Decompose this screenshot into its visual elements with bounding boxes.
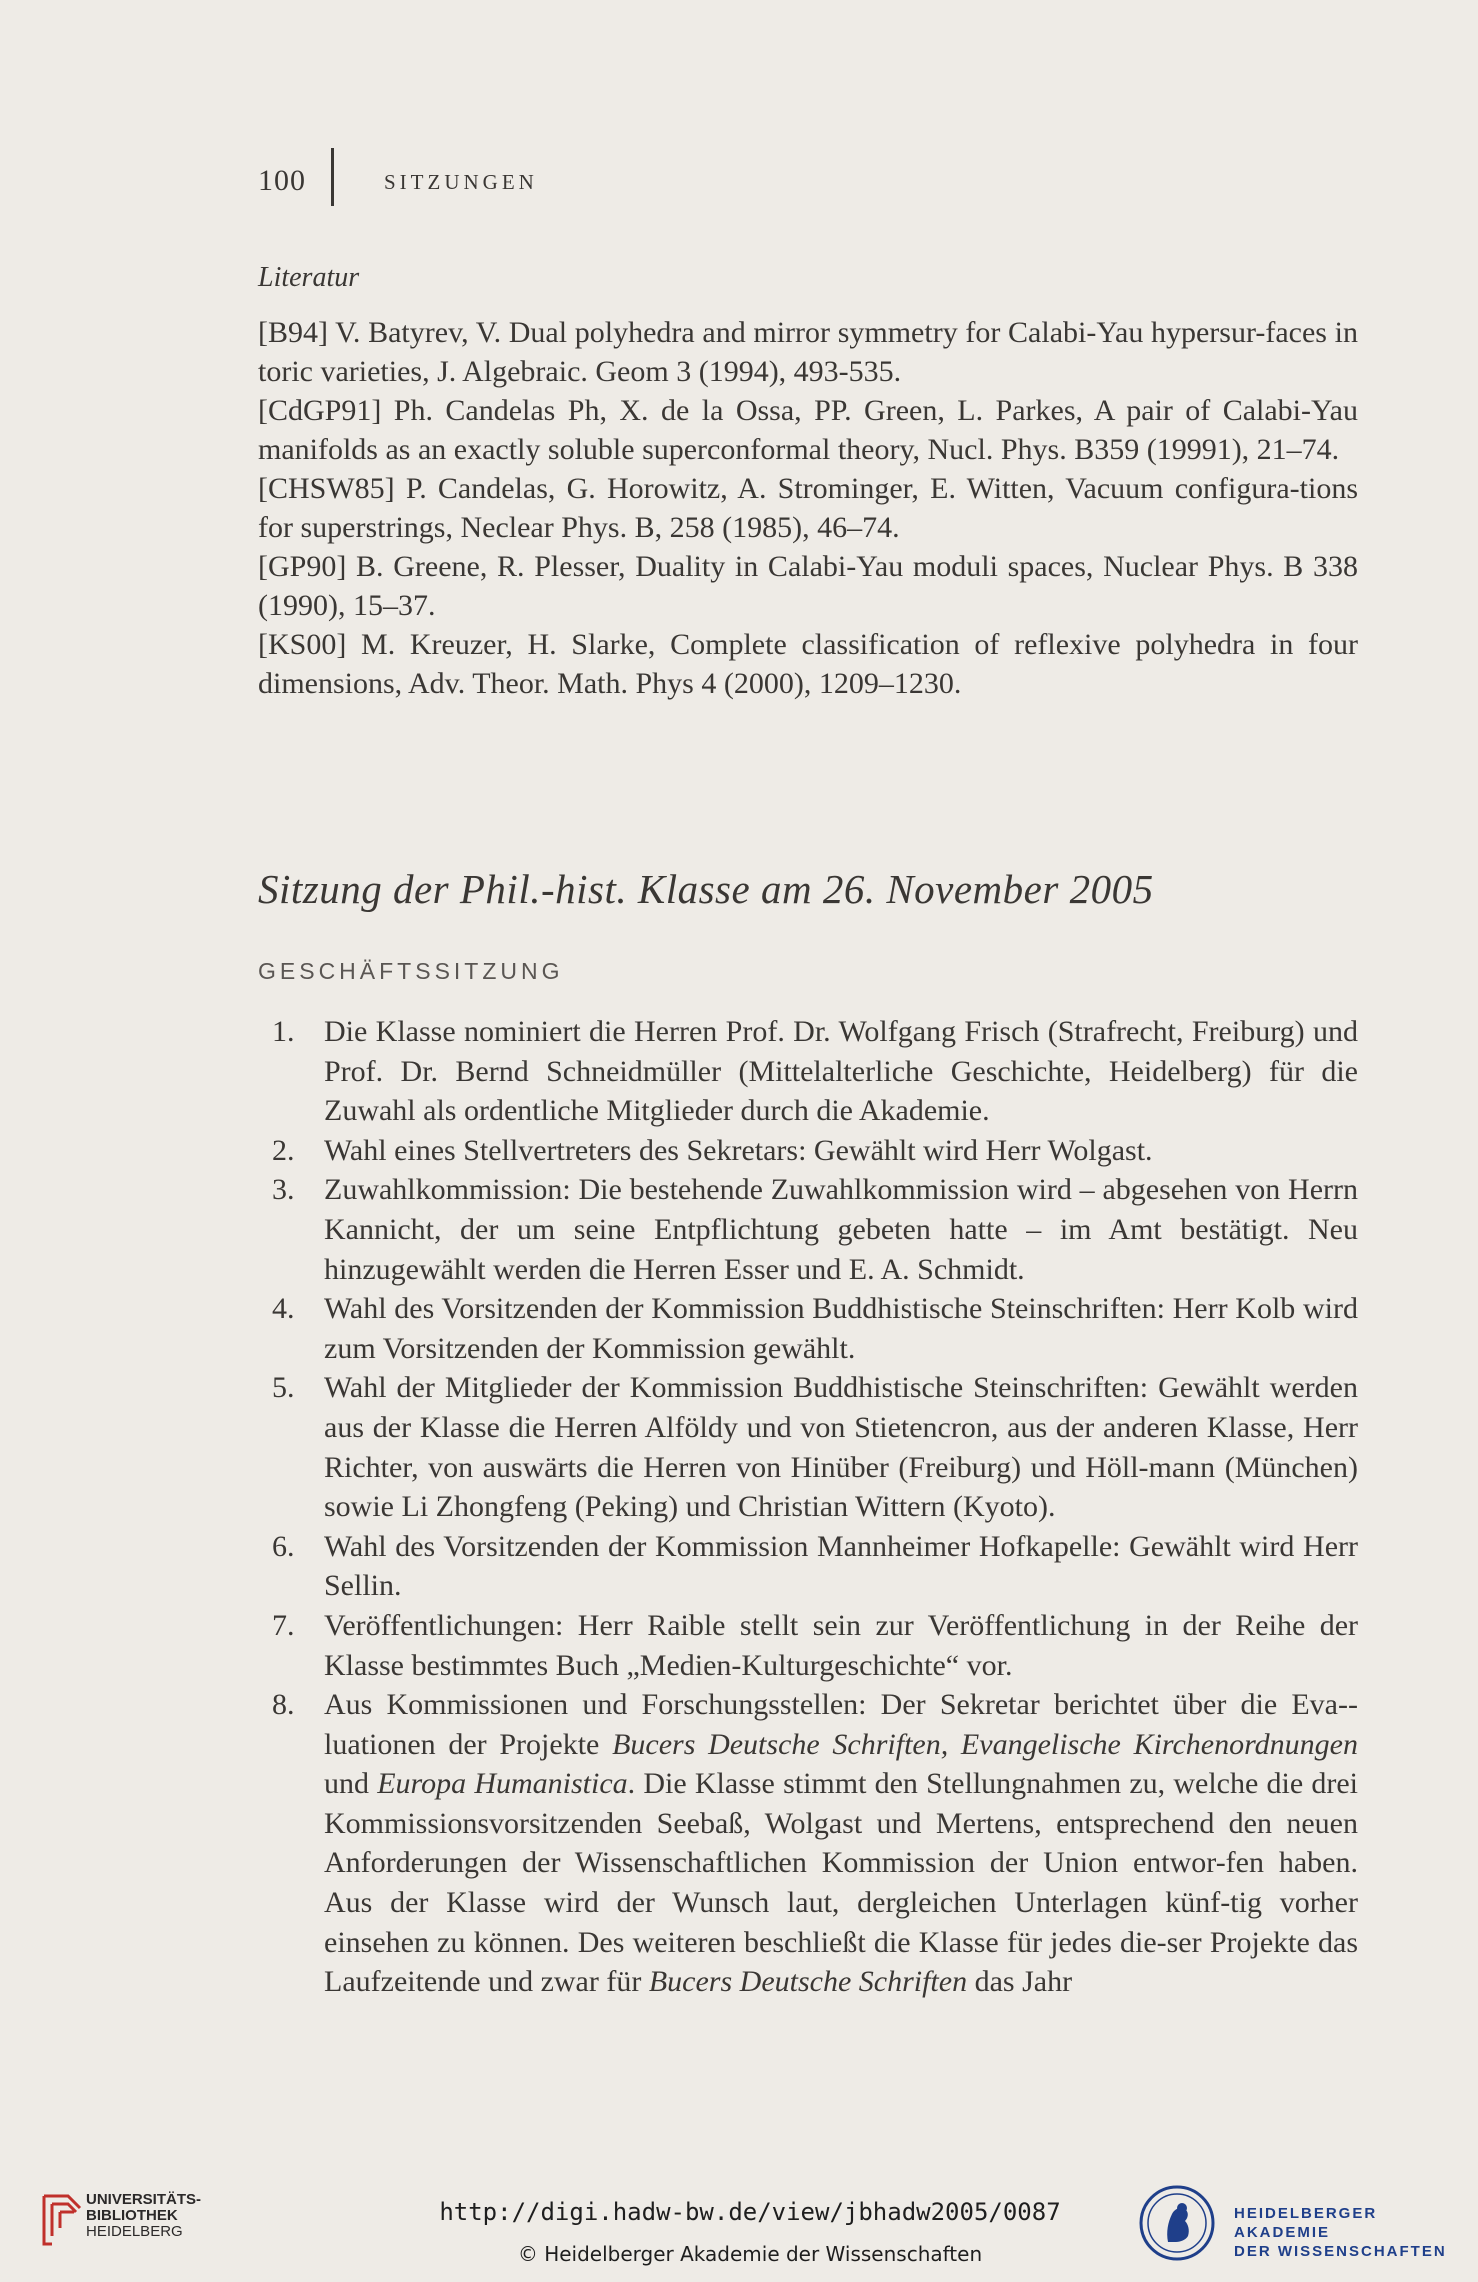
item-number: 4. bbox=[272, 1292, 295, 1326]
item-text bbox=[324, 1688, 1358, 1998]
library-name-line: UNIVERSITÄTS- bbox=[86, 2191, 202, 2208]
library-name-line: HEIDELBERG bbox=[86, 2223, 183, 2240]
agenda-list bbox=[258, 1012, 1358, 2002]
item-number: 6. bbox=[272, 1529, 295, 1563]
permalink[interactable]: http://digi.hadw-bw.de/view/jbhadw2005/0087 bbox=[439, 2198, 1061, 2226]
university-library-name bbox=[86, 2192, 201, 2240]
reference-entry: [CdGP91] Ph. Candelas Ph, X. de la Ossa, PP. Green, L. Parkes, A pair of Calabi-Yau manifolds as an exactly soluble superconformal theory, Nucl. Phys. B359 (19991), 21–74. bbox=[258, 394, 1358, 466]
academy-name bbox=[1234, 2204, 1478, 2261]
agenda-item bbox=[258, 1170, 1358, 1289]
item-number: 7. bbox=[272, 1608, 295, 1642]
agenda-item bbox=[258, 1131, 1358, 1171]
item-text-part: Aus Kommissionen und Forschungsstellen: Der Sekretar berichtet über die Eva-luationen der Projekte bbox=[324, 1688, 1358, 1761]
agenda-item bbox=[258, 1368, 1358, 1526]
academy-name-line: DER WISSENSCHAFTEN bbox=[1234, 2243, 1447, 2260]
academy-name-line: HEIDELBERGER AKADEMIE bbox=[1234, 2205, 1378, 2241]
academy-seal-logo bbox=[1138, 2184, 1216, 2262]
project-title: Europa Humanistica bbox=[377, 1767, 628, 1801]
agenda-item bbox=[258, 1012, 1358, 1131]
agenda-item bbox=[258, 1527, 1358, 1606]
library-name-line: BIBLIOTHEK bbox=[86, 2207, 178, 2224]
item-text: Die Klasse nominiert die Herren Prof. Dr. Wolfgang Frisch (Strafrecht, Freiburg) und Prof. Dr. Bernd Schneidmüller (Mittelalterliche Geschichte, Heidelberg) für die Zuwahl als ordentliche Mitglieder durch die Akademie. bbox=[324, 1015, 1358, 1128]
literature-heading: Literatur bbox=[258, 262, 360, 293]
agenda-item bbox=[258, 1685, 1358, 2002]
item-number: 3. bbox=[272, 1173, 295, 1207]
reference-list bbox=[258, 313, 1358, 703]
item-text: Wahl des Vorsitzenden der Kommission Mannheimer Hofkapelle: Gewählt wird Herr Sellin. bbox=[324, 1529, 1358, 1603]
item-text-part: . Die Klasse stimmt den Stellungnahmen zu, welche die drei Kommissionsvorsitzenden Seebaß, Wolgast und Mertens, entsprechend den neuen Anforderungen der Wissenschaftlichen Kommission der Union entwor-fen haben. Aus der Klasse wird der Wunsch laut, dergleichen Unterlagen künf-tig vorher einsehen zu können. Des weiteren beschließt die Klasse für jedes die-ser Projekte das Laufzeitende und zwar für bbox=[324, 1767, 1359, 1999]
page-number: 100 bbox=[258, 164, 306, 197]
item-number: 8. bbox=[272, 1688, 295, 1722]
reference-entry: [CHSW85] P. Candelas, G. Horowitz, A. Strominger, E. Witten, Vacuum configura-tions for superstrings, Neclear Phys. B, 258 (1985), 46–74. bbox=[258, 472, 1358, 544]
business-session-subheading: GESCHÄFTSSITZUNG bbox=[258, 958, 564, 984]
item-text: Wahl eines Stellvertreters des Sekretars: Gewählt wird Herr Wolgast. bbox=[324, 1133, 1153, 1167]
header-divider bbox=[331, 148, 334, 206]
item-number: 5. bbox=[272, 1371, 295, 1405]
project-title: Bucers Deutsche Schriften, Evangelische Kirchenordnungen bbox=[612, 1727, 1358, 1761]
copyright-notice: © Heidelberger Akademie der Wissenschaften bbox=[517, 2242, 983, 2266]
running-header bbox=[258, 160, 758, 200]
item-text: Wahl der Mitglieder der Kommission Buddhistische Steinschriften: Gewählt werden aus der Klasse die Herren Alföldy und von Stietencron, aus der anderen Klasse, Herr Richter, von auswärts die Herren von Hinüber (Freiburg) und Höll-mann (München) sowie Li Zhongfeng (Peking) und Christian Wittern (Kyoto). bbox=[324, 1371, 1358, 1524]
digitization-footer bbox=[0, 2170, 1478, 2282]
item-number: 1. bbox=[272, 1015, 295, 1048]
item-text: Veröffentlichungen: Herr Raible stellt sein zur Veröffentlichung in der Reihe der Klasse bestimmtes Buch „Medien-Kulturgeschichte“ vor. bbox=[324, 1608, 1358, 1682]
university-library-logo bbox=[38, 2188, 88, 2250]
reference-entry: [B94] V. Batyrev, V. Dual polyhedra and mirror symmetry for Calabi-Yau hypersur-faces in toric varieties, J. Algebraic. Geom 3 (1994), 493-535. bbox=[258, 316, 1358, 388]
item-text-part: und bbox=[324, 1767, 378, 1801]
session-heading: Sitzung der Phil.-hist. Klasse am 26. November 2005 bbox=[258, 866, 1154, 912]
item-text-part: das Jahr bbox=[967, 1965, 1073, 1999]
project-title: Bucers Deutsche Schriften bbox=[648, 1965, 968, 1999]
section-title: SITZUNGEN bbox=[384, 170, 538, 194]
agenda-item bbox=[258, 1606, 1358, 1685]
reference-entry: [GP90] B. Greene, R. Plesser, Duality in Calabi-Yau moduli spaces, Nuclear Phys. B 338 (1990), 15–37. bbox=[258, 550, 1358, 622]
agenda-item bbox=[258, 1289, 1358, 1368]
item-text: Wahl des Vorsitzenden der Kommission Buddhistische Steinschriften: Herr Kolb wird zum Vorsitzenden der Kommission gewählt. bbox=[324, 1292, 1358, 1365]
item-text: Zuwahlkommission: Die bestehende Zuwahlkommission wird – abgesehen von Herrn Kannicht, der um seine Entpflichtung gebeten hatte – im Amt bestätigt. Neu hinzugewählt werden die Herren Esser und E. A. Schmidt. bbox=[324, 1173, 1358, 1286]
reference-entry: [KS00] M. Kreuzer, H. Slarke, Complete classification of reflexive polyhedra in four dimensions, Adv. Theor. Math. Phys 4 (2000), 1209–1230. bbox=[258, 628, 1358, 700]
item-number: 2. bbox=[272, 1133, 295, 1167]
